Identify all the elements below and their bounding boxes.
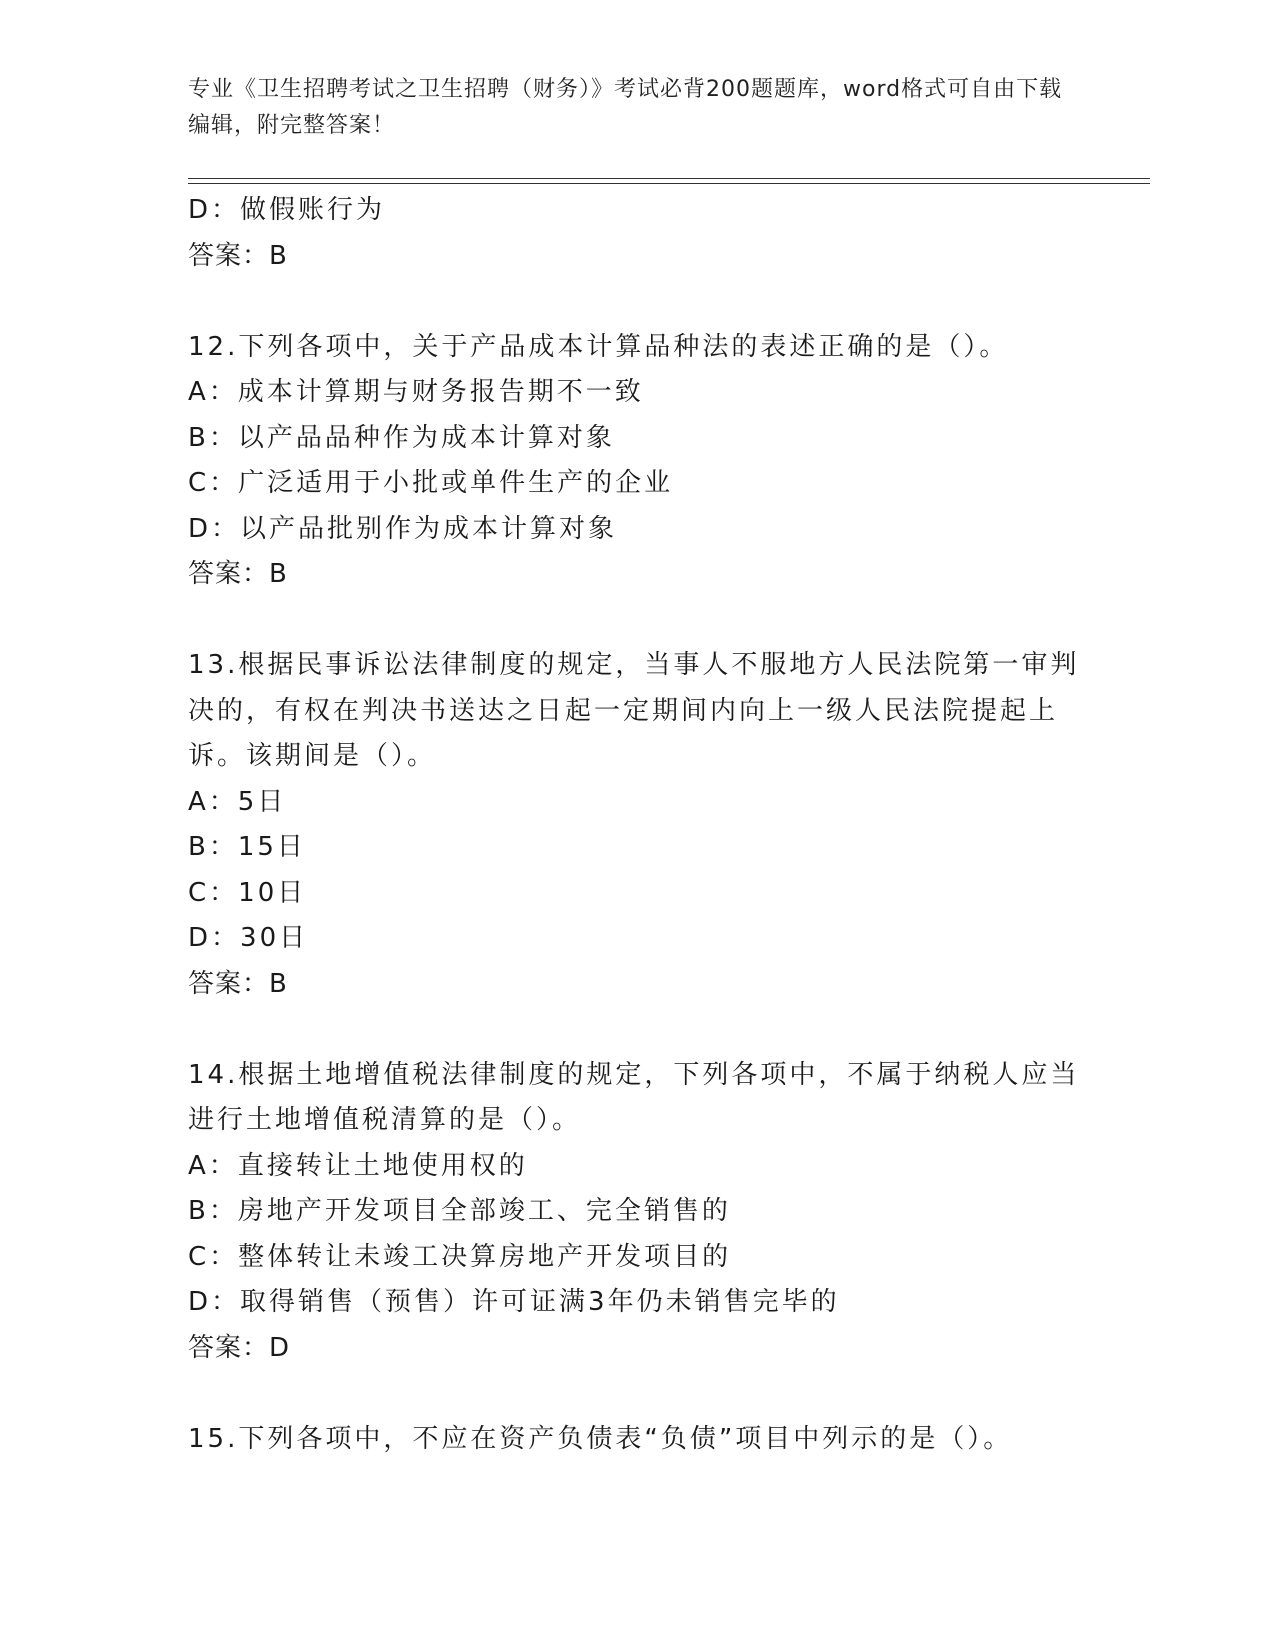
option-d: D：做假账行为 — [188, 195, 386, 225]
option-a: A：直接转让土地使用权的 — [188, 1150, 528, 1181]
header-divider-top — [188, 178, 1150, 179]
spacer — [188, 1371, 1088, 1417]
option-b: B：以产品品种作为成本计算对象 — [188, 422, 615, 453]
option-d: D：取得销售（预售）许可证满3年仍未销售完毕的 — [188, 1287, 840, 1317]
answer: 答案：B — [188, 968, 288, 999]
question-stem: 15.下列各项中，不应在资产负债表“负债”项目中列示的是（）。 — [188, 1423, 1013, 1454]
option-d: D：以产品批别作为成本计算对象 — [188, 513, 618, 544]
question-stem-line: 进行土地增值税清算的是（）。 — [188, 1105, 582, 1135]
question-stem-line: 13.根据民事诉讼法律制度的规定，当事人不服地方人民法院第一审判 — [188, 650, 1080, 680]
answer: 答案：B — [188, 240, 288, 271]
option-c: C：整体转让未竣工决算房地产开发项目的 — [188, 1241, 732, 1272]
option-c: C：广泛适用于小批或单件生产的企业 — [188, 468, 674, 498]
question-stem-line: 决的，有权在判决书送达之日起一定期间内向上一级人民法院提起上 — [188, 695, 1059, 726]
option-a: A：5日 — [188, 786, 287, 817]
header-divider-bottom — [188, 183, 1150, 184]
answer: 答案：D — [188, 1332, 291, 1363]
document-body — [188, 188, 1088, 1462]
spacer — [188, 598, 1088, 644]
spacer — [188, 1007, 1088, 1053]
answer: 答案：B — [188, 559, 288, 589]
option-a: A：成本计算期与财务报告期不一致 — [188, 377, 644, 407]
option-c: C：10日 — [188, 877, 307, 908]
question-stem: 12.下列各项中，关于产品成本计算品种法的表述正确的是（）。 — [188, 331, 1009, 362]
document-header: 专业《卫生招聘考试之卫生招聘（财务）》考试必背200题题库，word格式可自由下载编辑，附完整答案！ — [188, 77, 1063, 138]
option-d: D：30日 — [188, 923, 309, 953]
spacer — [188, 279, 1088, 325]
option-b: B：15日 — [188, 832, 306, 862]
question-stem-line: 诉。该期间是（）。 — [188, 741, 437, 771]
question-stem-line: 14.根据土地增值税法律制度的规定，下列各项中，不属于纳税人应当 — [188, 1059, 1080, 1090]
option-b: B：房地产开发项目全部竣工、完全销售的 — [188, 1196, 731, 1226]
